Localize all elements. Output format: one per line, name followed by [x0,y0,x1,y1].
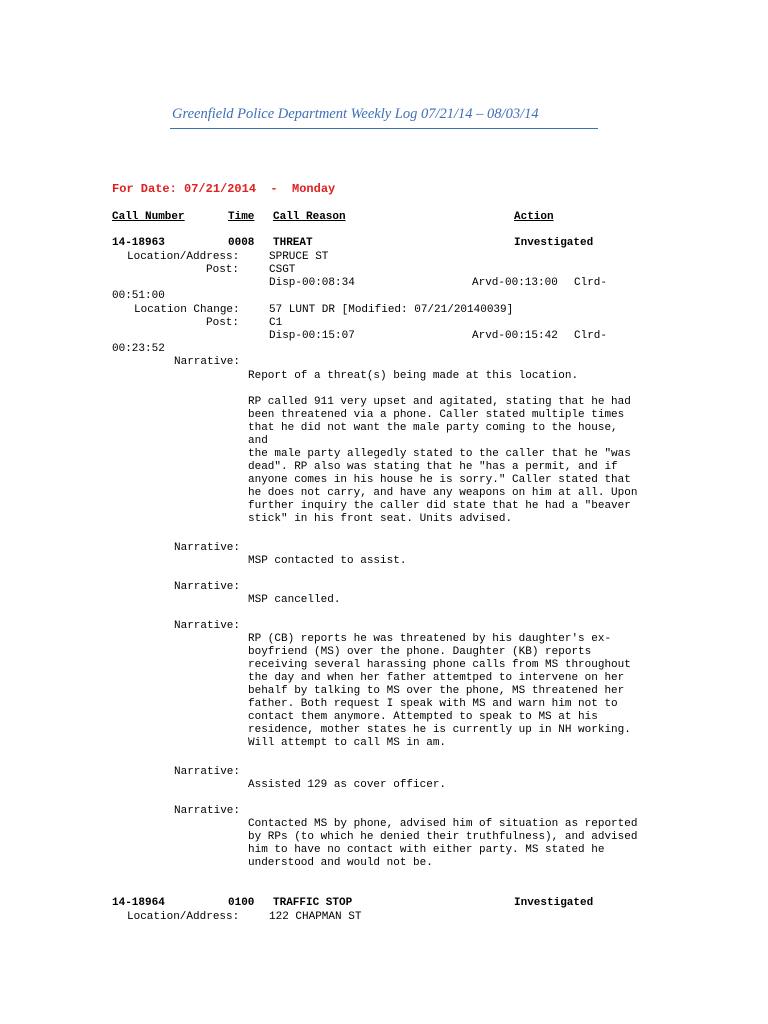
call1-location-value: SPRUCE ST [269,251,329,263]
narrative-label: Narrative: [174,766,241,778]
call1-clrd1-time: 00:51:00 [112,290,165,302]
call1-disp2: Disp-00:15:07 [269,330,355,342]
page-title: Greenfield Police Department Weekly Log 07/21/14 – 08/03/14 [172,106,539,122]
call1-location-change-label: Location Change: [134,304,240,316]
narrative-line: RP called 911 very upset and agitated, stating that he had [248,396,631,408]
narrative-text-block [248,633,631,750]
narrative-line: him to have no contact with either party. MS stated he [248,844,605,856]
call2-location-value: 122 CHAPMAN ST [269,911,362,923]
call2-number: 14-18964 [112,897,165,909]
call1-post-value: CSGT [269,264,296,276]
call1-clrd2-time: 00:23:52 [112,343,165,355]
narrative-line: RP (CB) reports he was threatened by his daughter's ex- [248,633,612,645]
narrative-line: been threatened via a phone. Caller stated multiple times [248,409,625,421]
narrative-line: boyfriend (MS) over the phone. Daughter (KB) reports [248,646,592,658]
call1-clrd2: Clrd- [574,330,608,342]
narrative-text: Assisted 129 as cover officer. [248,779,447,791]
narrative-line: by RPs (to which he denied their truthfulness), and advised [248,831,638,843]
narrative-line: he does not carry, and have any weapons on him at all. Upon [248,487,638,499]
call1-number: 14-18963 [112,237,165,249]
narrative-text: MSP cancelled. [248,594,341,606]
call1-time: 0008 [228,237,255,249]
narrative-line: father. Both request I speak with MS and warn him not to [248,698,618,710]
call2-reason: TRAFFIC STOP [273,897,353,909]
narrative-text-block [248,396,637,526]
narrative-label: Narrative: [174,356,241,368]
narrative-label: Narrative: [174,805,241,817]
narrative-line: Contacted MS by phone, advised him of situation as reported [248,818,638,830]
narrative-line: residence, mother states he is currently up in NH working. [248,724,631,736]
title-underline [170,128,598,129]
narrative-text: Report of a threat(s) being made at this location. [248,370,579,382]
call1-action: Investigated [514,237,594,249]
narrative-line: receiving several harassing phone calls from MS throughout [248,659,631,671]
narrative-line: contact them anymore. Attempted to speak to MS at his [248,711,598,723]
narrative-line: stick" in his front seat. Units advised. [248,513,513,525]
narrative-line: the male party allegedly stated to the caller that he "was [248,448,631,460]
narrative-line: that he did not want the male party coming to the house, [248,422,618,434]
col-action: Action [514,211,554,223]
col-time: Time [228,211,255,223]
call1-reason: THREAT [273,237,313,249]
call1-post2-label: Post: [206,317,240,329]
narrative-line: understood and would not be. [248,857,433,869]
narrative-line: and [248,435,268,447]
call1-arvd2: Arvd-00:15:42 [472,330,558,342]
call1-clrd1: Clrd- [574,277,608,289]
for-date-heading: For Date: 07/21/2014 - Monday [112,182,336,196]
call1-post2-value: C1 [269,317,283,329]
call1-location-change-value: 57 LUNT DR [Modified: 07/21/20140039] [269,304,514,316]
call1-post-label: Post: [206,264,240,276]
narrative-line: Will attempt to call MS in am. [248,737,447,749]
narrative-text: MSP contacted to assist. [248,555,407,567]
narrative-label: Narrative: [174,581,241,593]
narrative-text-block [248,818,637,870]
call2-action: Investigated [514,897,594,909]
narrative-line: further inquiry the caller did state that he had a "beaver [248,500,631,512]
col-call-number: Call Number [112,211,185,223]
call1-arvd1: Arvd-00:13:00 [472,277,558,289]
narrative-line: the day and when her father attemtped to intervene on her [248,672,625,684]
narrative-line: behalf by talking to MS over the phone, MS threatened her [248,685,625,697]
call2-location-label: Location/Address: [127,911,240,923]
call1-location-label: Location/Address: [127,251,240,263]
narrative-label: Narrative: [174,542,241,554]
narrative-label: Narrative: [174,620,241,632]
col-call-reason: Call Reason [273,211,346,223]
narrative-line: dead". RP also was stating that he "has a permit, and if [248,461,618,473]
call1-disp1: Disp-00:08:34 [269,277,355,289]
call2-time: 0100 [228,897,255,909]
narrative-line: anyone comes in his house he is sorry." Caller stated that [248,474,631,486]
